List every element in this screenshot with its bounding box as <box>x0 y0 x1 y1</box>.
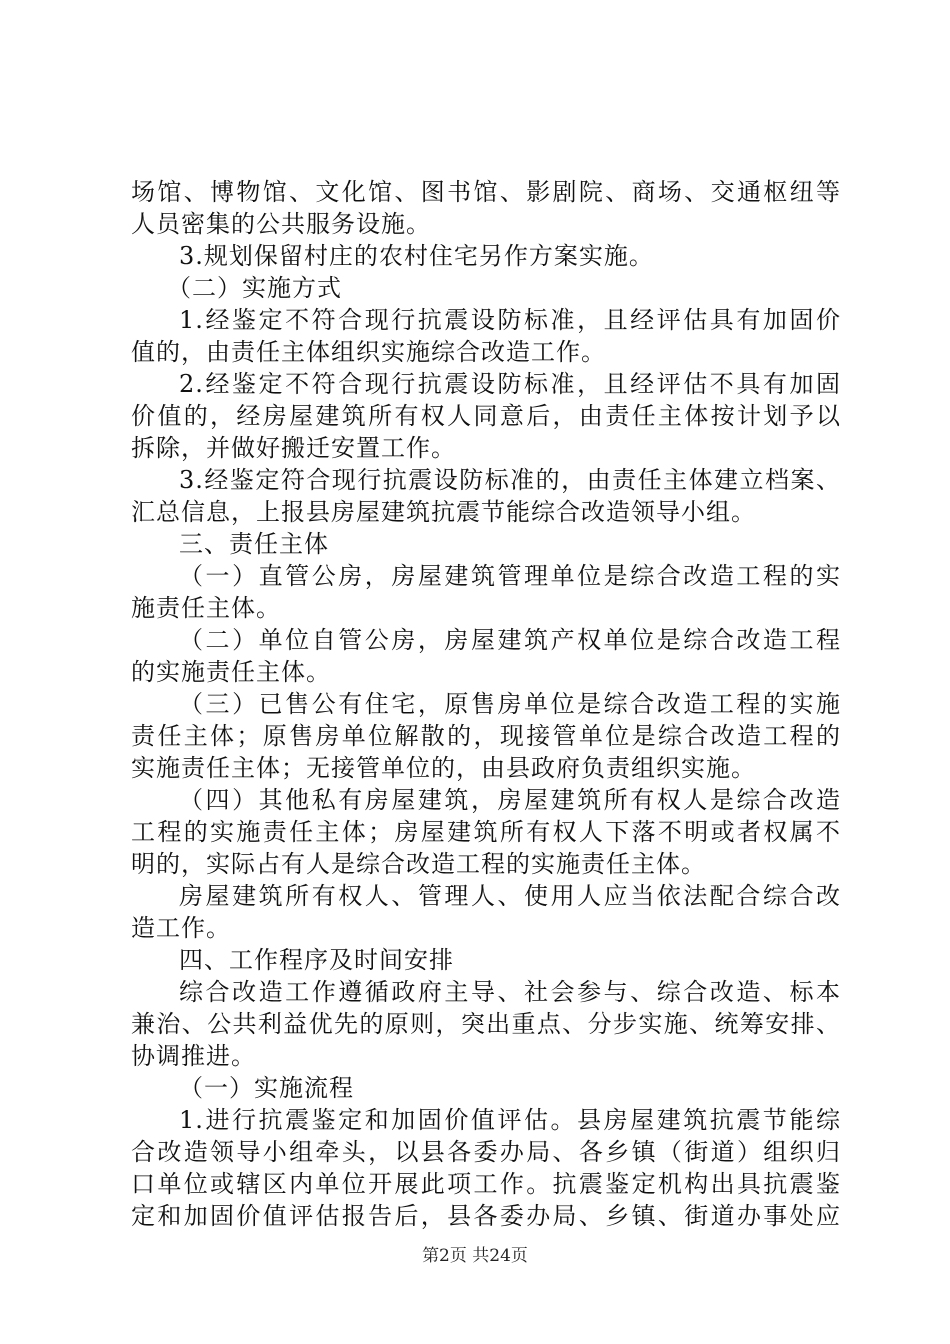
text-line: 口单位或辖区内单位开展此项工作。抗震鉴定机构出具抗震鉴 <box>131 1170 841 1198</box>
text-line: 定和加固价值评估报告后，县各委办局、乡镇、街道办事处应 <box>131 1202 841 1230</box>
text-line: 汇总信息，上报县房屋建筑抗震节能综合改造领导小组。 <box>131 498 756 526</box>
text-line: 四、工作程序及时间安排 <box>179 946 454 974</box>
text-line: 值的，由责任主体组织实施综合改造工作。 <box>131 338 606 366</box>
text-line: 拆除，并做好搬迁安置工作。 <box>131 434 456 462</box>
text-line: 明的，实际占有人是综合改造工程的实施责任主体。 <box>131 850 706 878</box>
text-line: 造工作。 <box>131 914 231 942</box>
text-line: 综合改造工作遵循政府主导、社会参与、综合改造、标本 <box>179 978 841 1006</box>
text-line: 场馆、博物馆、文化馆、图书馆、影剧院、商场、交通枢纽等 <box>131 178 841 206</box>
text-line: 1.经鉴定不符合现行抗震设防标准，且经评估具有加固价 <box>179 306 841 334</box>
text-line: 的实施责任主体。 <box>131 658 331 686</box>
text-line: 三、责任主体 <box>179 530 329 558</box>
text-line: 1.进行抗震鉴定和加固价值评估。县房屋建筑抗震节能综 <box>179 1106 841 1134</box>
text-line: 兼治、公共利益优先的原则，突出重点、分步实施、统筹安排、 <box>131 1010 841 1038</box>
text-line: 人员密集的公共服务设施。 <box>131 210 431 238</box>
text-line: 工程的实施责任主体；房屋建筑所有权人下落不明或者权属不 <box>131 818 841 846</box>
text-line: （二）单位自管公房，房屋建筑产权单位是综合改造工程 <box>179 626 841 654</box>
text-line: （一）实施流程 <box>179 1074 354 1102</box>
text-line: （三）已售公有住宅，原售房单位是综合改造工程的实施 <box>179 690 841 718</box>
text-line: 房屋建筑所有权人、管理人、使用人应当依法配合综合改 <box>179 882 841 910</box>
text-line: 3.规划保留村庄的农村住宅另作方案实施。 <box>179 242 654 270</box>
text-line: 协调推进。 <box>131 1042 256 1070</box>
text-line: 价值的，经房屋建筑所有权人同意后，由责任主体按计划予以 <box>131 402 841 430</box>
text-line: （四）其他私有房屋建筑，房屋建筑所有权人是综合改造 <box>179 786 841 814</box>
text-line: 3.经鉴定符合现行抗震设防标准的，由责任主体建立档案、 <box>179 466 841 494</box>
text-line: （一）直管公房，房屋建筑管理单位是综合改造工程的实 <box>179 562 841 590</box>
text-line: 实施责任主体；无接管单位的，由县政府负责组织实施。 <box>131 754 756 782</box>
text-line: 责任主体；原售房单位解散的，现接管单位是综合改造工程的 <box>131 722 841 750</box>
text-line: 2.经鉴定不符合现行抗震设防标准，且经评估不具有加固 <box>179 370 841 398</box>
document-body <box>131 176 841 1232</box>
page-footer: 第2页 共24页 <box>422 1246 528 1266</box>
text-line: 合改造领导小组牵头，以县各委办局、各乡镇（街道）组织归 <box>131 1138 841 1166</box>
text-line: 施责任主体。 <box>131 594 281 622</box>
text-line: （二）实施方式 <box>167 274 342 302</box>
